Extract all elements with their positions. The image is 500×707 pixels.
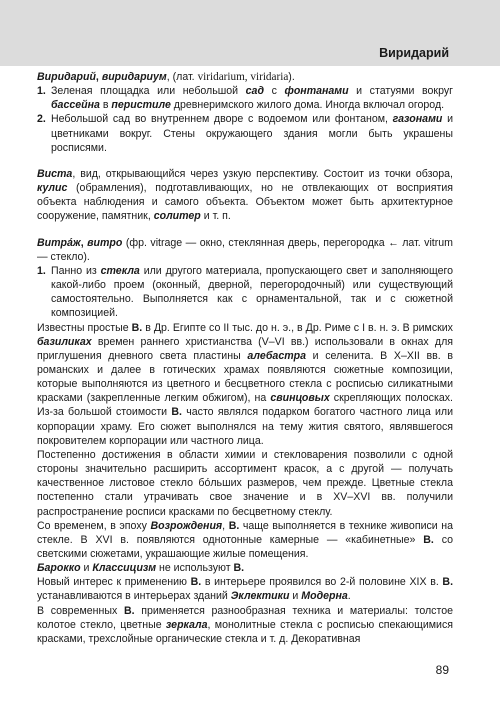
latin-term: viridarium, viridaria <box>197 71 289 83</box>
etymology: (фр. vitrage — окно, стеклянная дверь, перегородка ← лат. vitrum — стекло). <box>37 236 453 263</box>
running-header-title: Виридарий <box>379 46 449 60</box>
cross-reference: базиликах <box>37 335 92 348</box>
running-header <box>0 0 500 66</box>
entry-text: Виста, вид, открывающийся через узкую перспективу. Состоит из точки обзора, кулис (обрамления), подготавливающих, но не отвлекающих от восприятия объекта наблюдения и самого объекта. Объектом может быть архитектурное сооружение, памятник, солитер и т. п. <box>37 167 453 223</box>
cross-reference: Классицизм <box>92 562 157 575</box>
entry-vitrazh <box>37 236 453 647</box>
cross-reference: зеркала <box>165 618 208 631</box>
cross-reference: Возрождения <box>150 519 223 532</box>
cross-reference: сад <box>245 85 264 98</box>
cross-reference: свинцовых <box>270 392 330 405</box>
cross-reference: Эклектики <box>230 590 290 603</box>
cross-reference: Модерна <box>301 590 348 603</box>
page-number: 89 <box>435 663 449 677</box>
paragraph: Барокко и Классицизм не используют В. <box>37 562 245 575</box>
paragraph: В современных В. применяется разнообразная техника и материалы: толстое колотое стекло, цветные зеркала, монолитные стекла с росписью спекающимися красками, трехслойные органические стекла и т. д. Декоративная <box>37 604 453 645</box>
entry-heading: Витра́ж, витро (фр. vitrage — окно, стеклянная дверь, перегородка ← лат. vitrum — стекло). <box>37 236 453 263</box>
paragraph: Со временем, в эпоху Возрождения, В. чаще выполняется в технике живописи на стекле. В XVI в. появляются однотонные камерные — «кабинетные» В. со светскими сюжетами, украшающие жилые помещения. <box>37 519 453 560</box>
cross-reference: солитер <box>153 210 201 223</box>
headword: Виста <box>37 167 73 180</box>
dictionary-content <box>37 70 453 646</box>
paragraph: Постепенно достижения в области химии и стекловарения позволили с одной стороны значительно расширить ассортимент красок, а с другой — получать качественное листовое стекло бо́льших размеров, чем прежде. Цветные стекла постепенно стали утрачивать свое значение и в XV–XVI вв. получили распространение росписи красками по бесцветному стеклу. <box>37 448 453 518</box>
cross-reference: кулис <box>37 182 68 195</box>
entry-heading: Виридарий, виридариум, (лат. viridarium, viridaria). <box>37 71 295 83</box>
cross-reference: Барокко <box>37 562 81 575</box>
definition-item: 1. Зеленая площадка или небольшой сад с фонтанами и статуями вокруг бассейна в перистиле древнеримского жилого дома. Иногда включал огород. <box>37 85 453 112</box>
paragraph: Новый интерес к применению В. в интерьере проявился во 2-й половине XIX в. В. устанавливаются в интерьерах зданий Эклектики и Модерна. <box>37 576 454 603</box>
cross-reference: фонтанами <box>284 85 349 98</box>
paragraph: Известны простые В. в Др. Египте со II тыс. до н. э., в Др. Риме с I в. н. э. В римских базиликах времен раннего христианства (V–VI вв.) использовали в окнах для приглушения дневного света пластины алебастра и селенита. В X–XII вв. в романских и далее в готических храмах появляются сюжетные композиции, которые выполняются из цветного и бесцветного стекла с росписью силикатными красками (закрепленные легким обжигом), на свинцовых скрепляющих полосках. Из-за большой стоимости В. часто являлся подарком богатого частного лица или корпорации храму. Его сюжет выполнялся на тему жития святого, являвшегося покровителем корпорации или частного лица. <box>37 321 453 447</box>
entry-viridariy <box>37 70 453 155</box>
headword: Витра́ж <box>37 236 81 249</box>
cross-reference: стекла <box>100 264 140 277</box>
headword: Виридарий <box>37 71 96 83</box>
definition-item: 1. Панно из стекла или другого материала, пропускающего свет и заполняющего какой-либо проем (оконный, дверной, перегородочный) или существующий самостоятельно. Выполняется как с орнаментальной, так и с сюжетной композицией. <box>37 264 453 320</box>
entry-vista <box>37 167 453 224</box>
definition-item: 2. Небольшой сад во внутреннем дворе с водоемом или фонтаном, газонами и цветниками вокруг. Стены окружающего здания могли быть украшены росписями. <box>37 113 453 154</box>
cross-reference: бассейна <box>51 99 100 112</box>
headword-variant: витро <box>87 236 123 249</box>
headword-variant: виридариум <box>101 71 167 83</box>
cross-reference: перистиле <box>111 99 171 112</box>
cross-reference: газонами <box>392 113 443 126</box>
cross-reference: алебастра <box>247 349 306 362</box>
